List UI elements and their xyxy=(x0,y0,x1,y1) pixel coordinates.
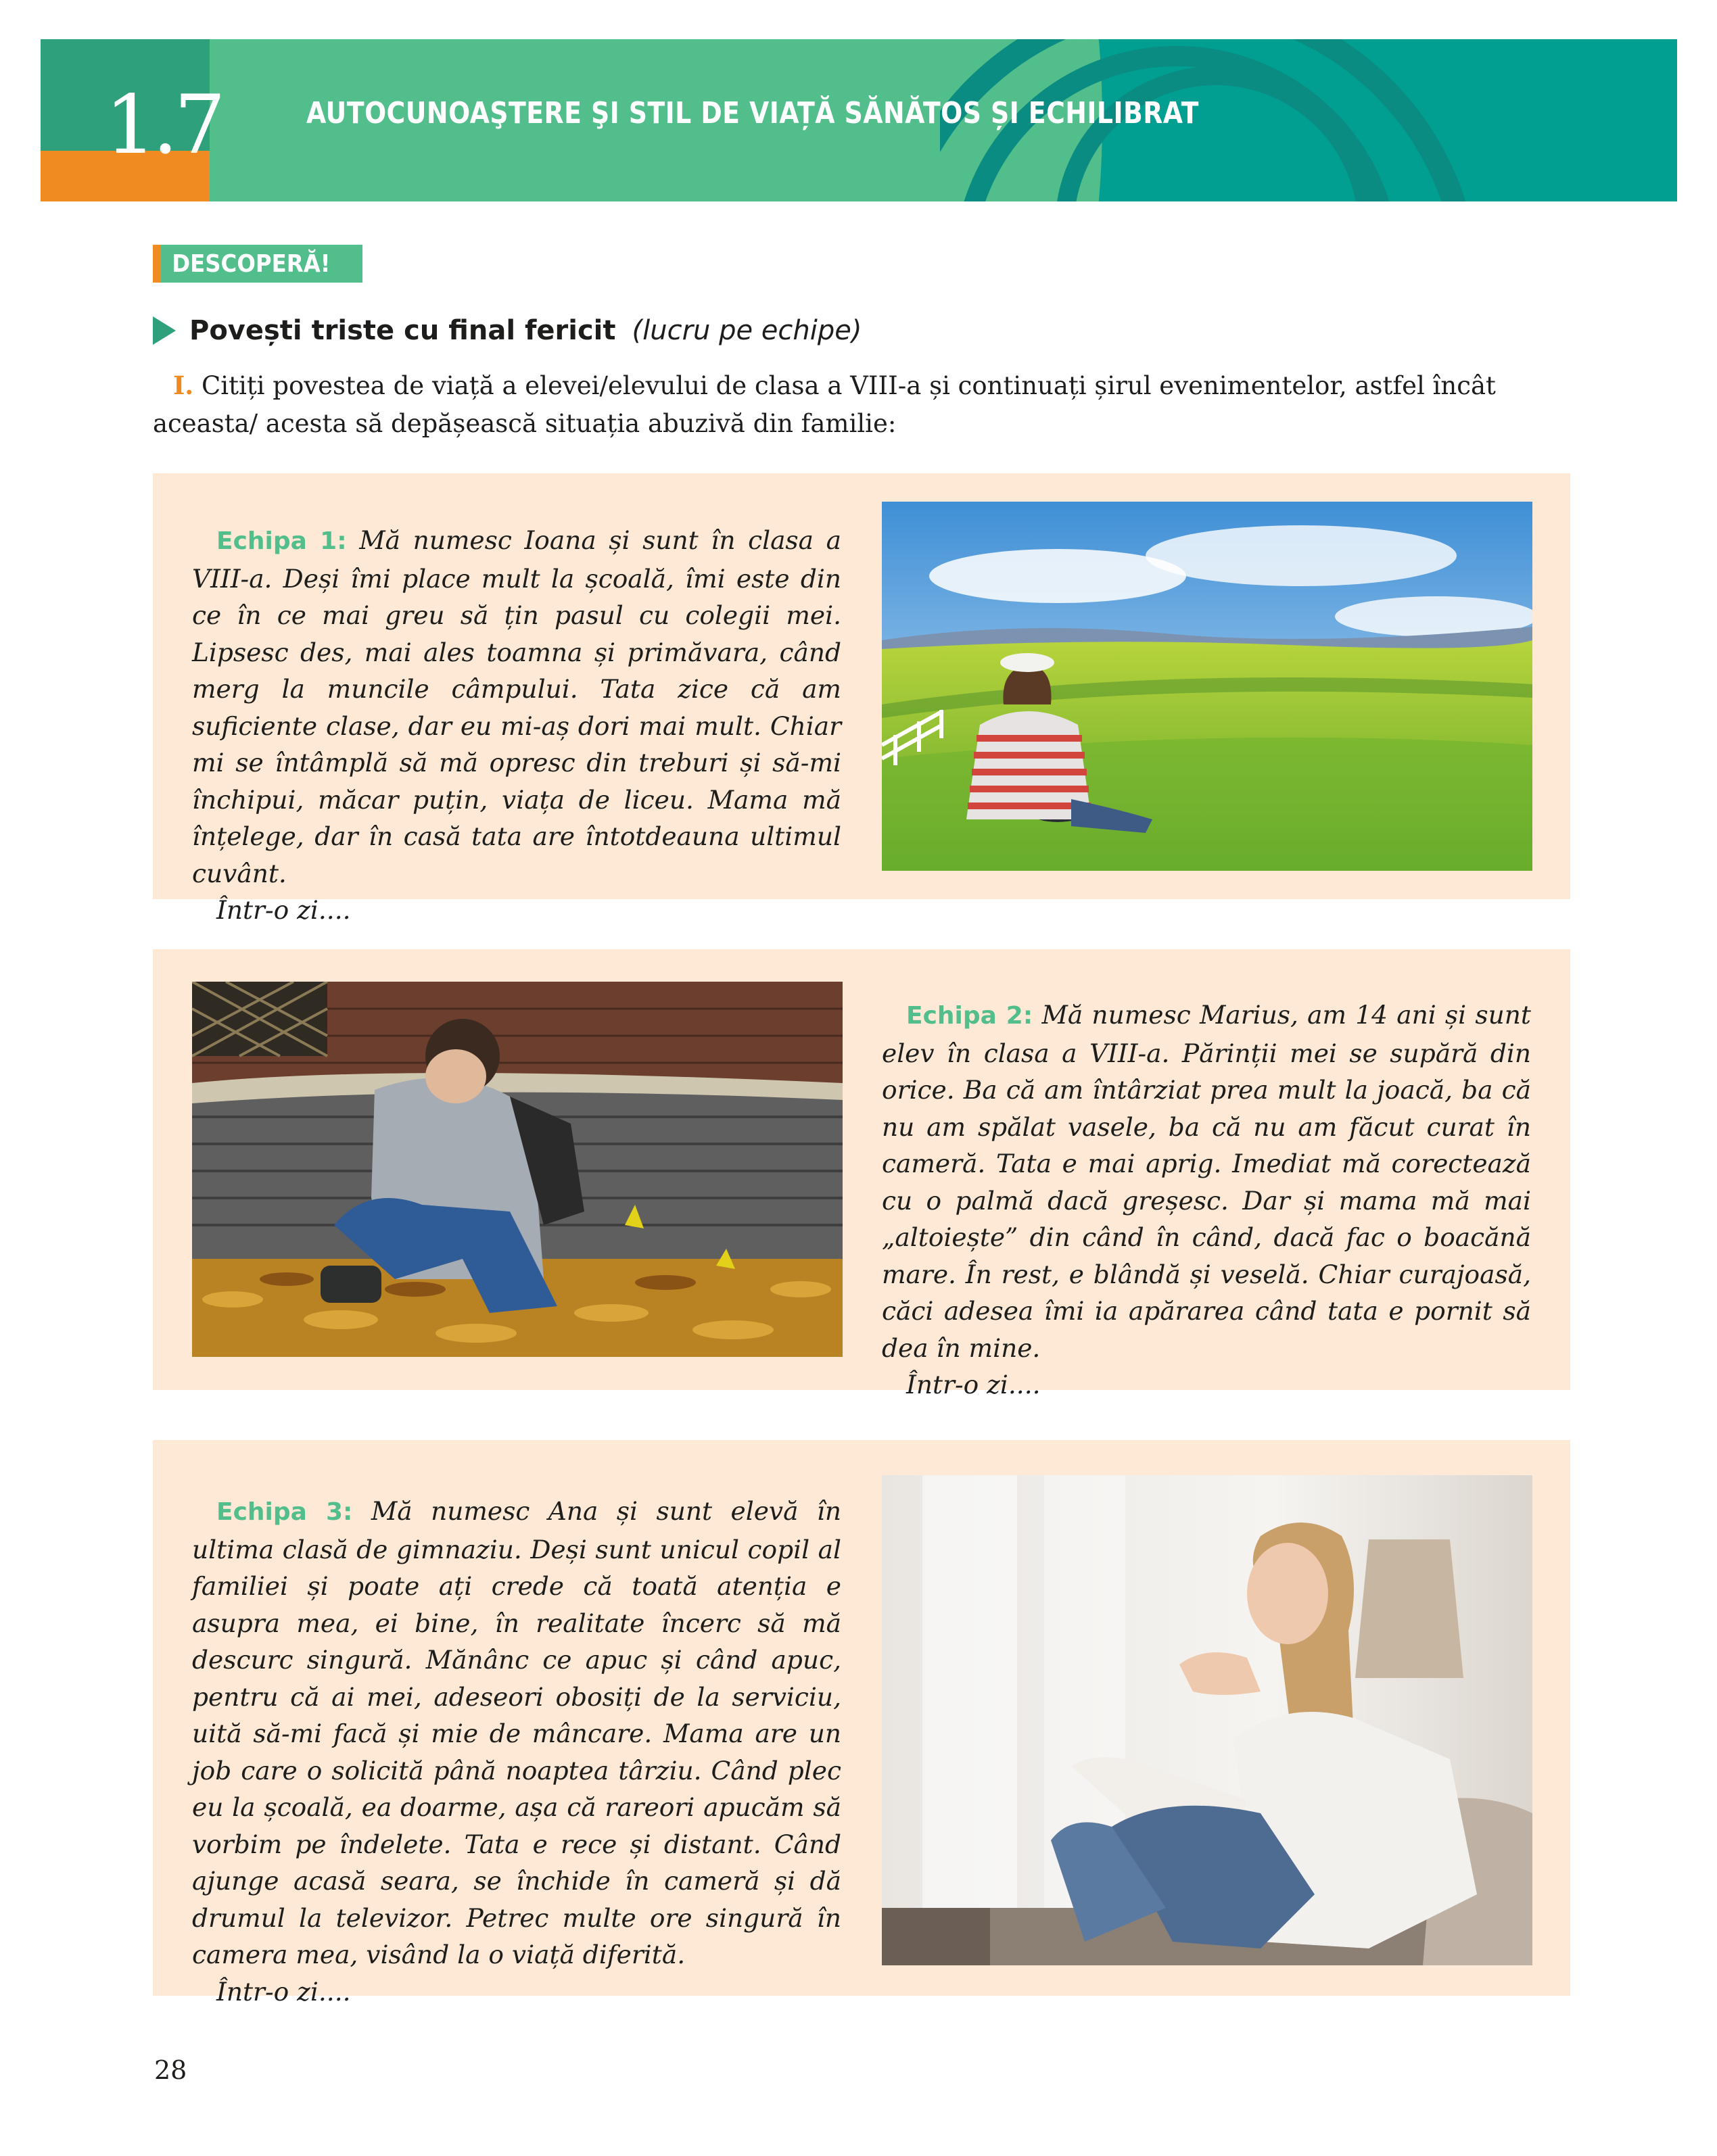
section-tag-label: DESCOPERĂ! xyxy=(172,249,331,278)
story-body-2: Mă numesc Marius, am 14 ani și sunt elev în clasa a VIII-a. Părinții mei se supără din orice. Ba că am întârziat prea mult la joacă, ba că nu am spălat vasele, ba că nu am făcut curat în cameră. Tata e mai aprig. Imediat mă corectează cu o palmă dacă greșesc. Dar și mama mă mai „altoiește” din când în când, dacă fac o boacănă mare. În rest, e blândă și veselă. Chiar curajoasă, căci adesea îmi ia apărarea când tata e pornit să dea în mine. xyxy=(882,1000,1532,1363)
story-box-2 xyxy=(153,949,1570,1399)
instruction-text: Citiți povestea de viață a elevei/elevului de clasa a VIII-a și continuați șirul evenimentelor, astfel încât aceasta/ acesta să depășească situația abuzivă din familie: xyxy=(153,371,1496,438)
instruction-paragraph xyxy=(153,366,1586,443)
activity-title: Povești triste cu final fericit xyxy=(189,315,616,346)
story-text-3 xyxy=(192,1493,841,2010)
team-label-3: Echipa 3: xyxy=(216,1498,353,1526)
story-ending-1: Într-o zi.... xyxy=(216,895,351,925)
photo-girl-sitting-alone xyxy=(882,1475,1532,1965)
photo-girl-in-field xyxy=(882,502,1532,871)
team-label-1: Echipa 1: xyxy=(216,527,347,555)
story-body-1: Mă numesc Ioana și sunt în clasa a VIII-a. Deși îmi place mult la școală, îmi este din ce în ce mai greu să țin pasul cu colegii mei. Lipsesc des, mai ales toamna și primăvara, când merg la muncile câmpului. Tata zice că am suficiente clase, dar eu mi-aș dori mai mult. Chiar mi se întâmplă să mă opresc din treburi și să-mi închipui, măcar puțin, viața de liceu. Mama mă înțelege, dar în casă tata are întotdeauna ultimul cuvânt. xyxy=(192,525,841,888)
story-text-1 xyxy=(192,522,841,929)
double-chevron-icon xyxy=(229,93,296,155)
photo-boy-against-wall xyxy=(192,982,843,1357)
play-triangle-icon xyxy=(153,316,176,345)
chapter-header xyxy=(41,39,1677,201)
story-body-3: Mă numesc Ana și sunt elevă în ultima clasă de gimnaziu. Deși sunt unicul copil al familiei și poate ați crede că toată atenția e asupra mea, ei bine, în realitate încerc să mă descurc singură. Mănânc ce apuc și când apuc, pentru că ai mei, adeseori obosiți de la serviciu, uită să-mi facă și mie de mâncare. Mama are un job care o solicită până noaptea târziu. Când plec eu la școală, ea doarme, așa că rareori apucăm să vorbim pe îndelete. Tata e rece și distant. Când ajunge acasă seara, se închide în cameră și dă drumul la televizor. Petrec multe ore singură în camera mea, visând la o viață diferită. xyxy=(192,1496,842,1969)
instruction-number: I. xyxy=(173,370,194,400)
chapter-title: AUTOCUNOAŞTERE ŞI STIL DE VIAȚĂ SĂNĂTOS ȘI ECHILIBRAT xyxy=(306,96,1199,130)
activity-mode: (lucru pe echipe) xyxy=(632,315,862,346)
section-tag xyxy=(153,245,362,283)
story-ending-2: Într-o zi.... xyxy=(906,1370,1041,1399)
page-number: 28 xyxy=(154,2055,187,2085)
story-ending-3: Într-o zi.... xyxy=(216,1976,351,2007)
story-box-3 xyxy=(153,1440,1570,2007)
story-text-2 xyxy=(882,997,1531,1404)
team-label-2: Echipa 2: xyxy=(906,1002,1033,1030)
activity-heading xyxy=(153,315,862,346)
story-box-1 xyxy=(153,473,1570,925)
chapter-number: 1.7 xyxy=(105,78,222,172)
